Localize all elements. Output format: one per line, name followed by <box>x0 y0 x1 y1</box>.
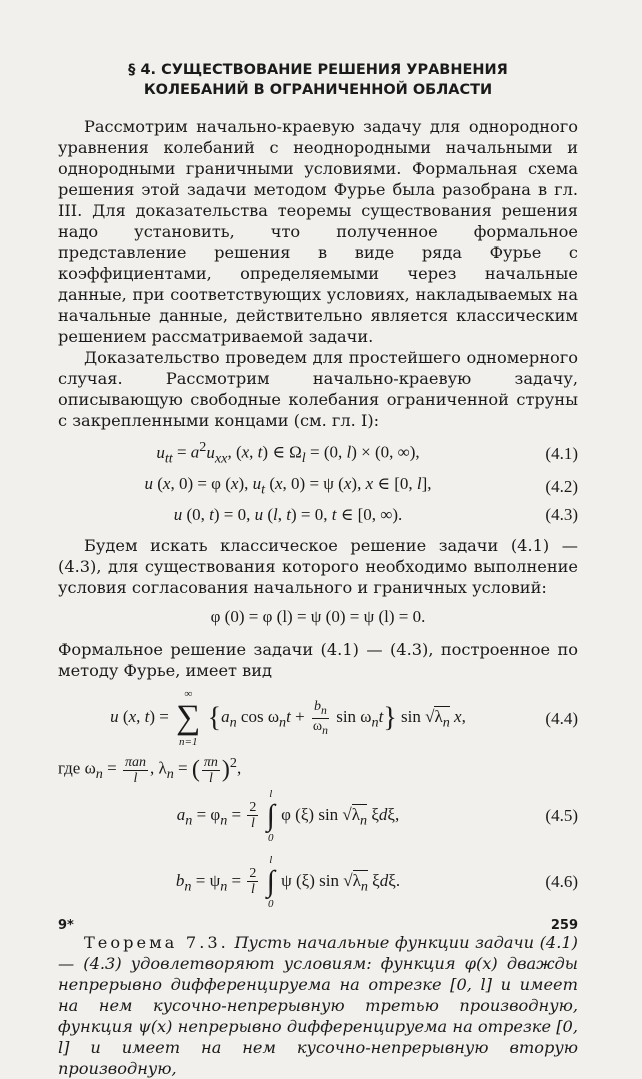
equation-4-4 <box>58 687 578 749</box>
section-heading-line2: КОЛЕБАНИЙ В ОГРАНИЧЕННОЙ ОБЛАСТИ <box>143 82 493 98</box>
theorem-text: Пусть начальные функции задачи (4.1) — (4.3) удовлетворяют условиям: функция φ(x) дважды непрерывно дифференцируема на отрезке [0, l] и имеет на нем кусочно-непрерывную третью производную, функция ψ(x) непрерывно дифференцируема на отрезке [0, l] и имеет на нем кусочно-непрерывную вторую производную, <box>58 932 578 1078</box>
theorem-label: Теорема 7.3. <box>84 932 229 952</box>
equation-4-1-body: $u_{tt} = a^2u_{xx}$, (x, t) ∈ $\Omega_l = (0$, l) × (0, ∞), <box>156 439 420 467</box>
paragraph-classical-solution: Будем искать классическое решение задачи (4.1) — (4.3), для существования которого необходимо выполнение условия согласования начального и граничных условий: <box>58 536 578 598</box>
page-footer <box>58 918 578 933</box>
equation-4-5-number: (4.5) <box>545 806 578 826</box>
paragraph-formal-solution: Формальное решение задачи (4.1) — (4.3), построенное по методу Фурье, имеет вид <box>58 640 578 681</box>
equation-4-4-body: u (x, t) = ∞ ∑ n=1 {$a_n$ $\cos \omega_nt$ + $\frac{b_n}{\omega_n}$ $\sin \omega_nt$} $\sin √\lambda_n$ x, <box>110 688 466 749</box>
equation-4-4-number: (4.4) <box>545 708 578 728</box>
equation-4-5-body: $a_n = \varphi_n$ = $\frac{2}{l}$ l ∫ 0 φ (ξ) $\sin √\lambda_n$ ξdξ, <box>176 787 400 844</box>
equation-4-1 <box>58 437 578 469</box>
equation-where <box>58 753 578 785</box>
section-heading-line1: § 4. СУЩЕСТВОВАНИЕ РЕШЕНИЯ УРАВНЕНИЯ <box>128 62 508 78</box>
equation-4-2-body: u (x, 0) = φ (x), $u_t$ (x, 0) = ψ (x), x ∈ [0, l], <box>144 474 432 498</box>
paragraph-intro: Рассмотрим начально-краевую задачу для однородного уравнения колебаний с неоднородными начальными и однородными граничными условиями. Формальная схема решения этой задачи методом Фурье была разобрана в гл. III. Для доказательства теоремы существования решения надо установить, что полученное формальное представление решения в виде ряда Фурье с коэффициентами, определяемыми через начальные данные, при соответствующих условиях, накладываемых на начальные данные, действительно является классическим решением рассматриваемой задачи. <box>58 117 578 346</box>
equation-4-2 <box>58 473 578 500</box>
signature-mark: 9* <box>58 918 74 933</box>
paragraph-proof-setup: Доказательство проведем для простейшего одномерного случая. Рассмотрим начально-краевую задачу, описывающую свободные колебания ограниченной струны с закрепленными концами (см. гл. I): <box>58 348 578 430</box>
equation-4-6 <box>58 854 578 910</box>
equation-4-3-body: u (0, t) = 0, u (l, t) = 0, t ∈ [0, ∞). <box>173 505 403 525</box>
section-heading <box>58 60 578 100</box>
equation-4-1-number: (4.1) <box>545 443 578 463</box>
equation-4-6-body: $b_n = \psi_n$ = $\frac{2}{l}$ l ∫ 0 ψ (ξ) $\sin √\lambda_n$ ξdξ. <box>175 853 401 910</box>
equation-4-2-number: (4.2) <box>545 477 578 497</box>
page-number: 259 <box>550 918 578 933</box>
equation-where-body: где $\omega_n$ = $\frac{\text{πan}}{l}$ , $\lambda_n$ = ( $\frac{\pi n}{l}$ )$^2$, <box>58 754 242 786</box>
equation-consistency <box>58 606 578 627</box>
equation-4-5 <box>58 788 578 844</box>
equation-consistency-body: φ (0) = φ (l) = ψ (0) = ψ (l) = 0. <box>210 607 426 627</box>
where-label: где <box>58 759 81 779</box>
equation-4-6-number: (4.6) <box>545 872 578 892</box>
equation-4-3 <box>58 504 578 525</box>
equation-4-3-number: (4.3) <box>545 505 578 525</box>
theorem-7-3 <box>58 932 578 1079</box>
